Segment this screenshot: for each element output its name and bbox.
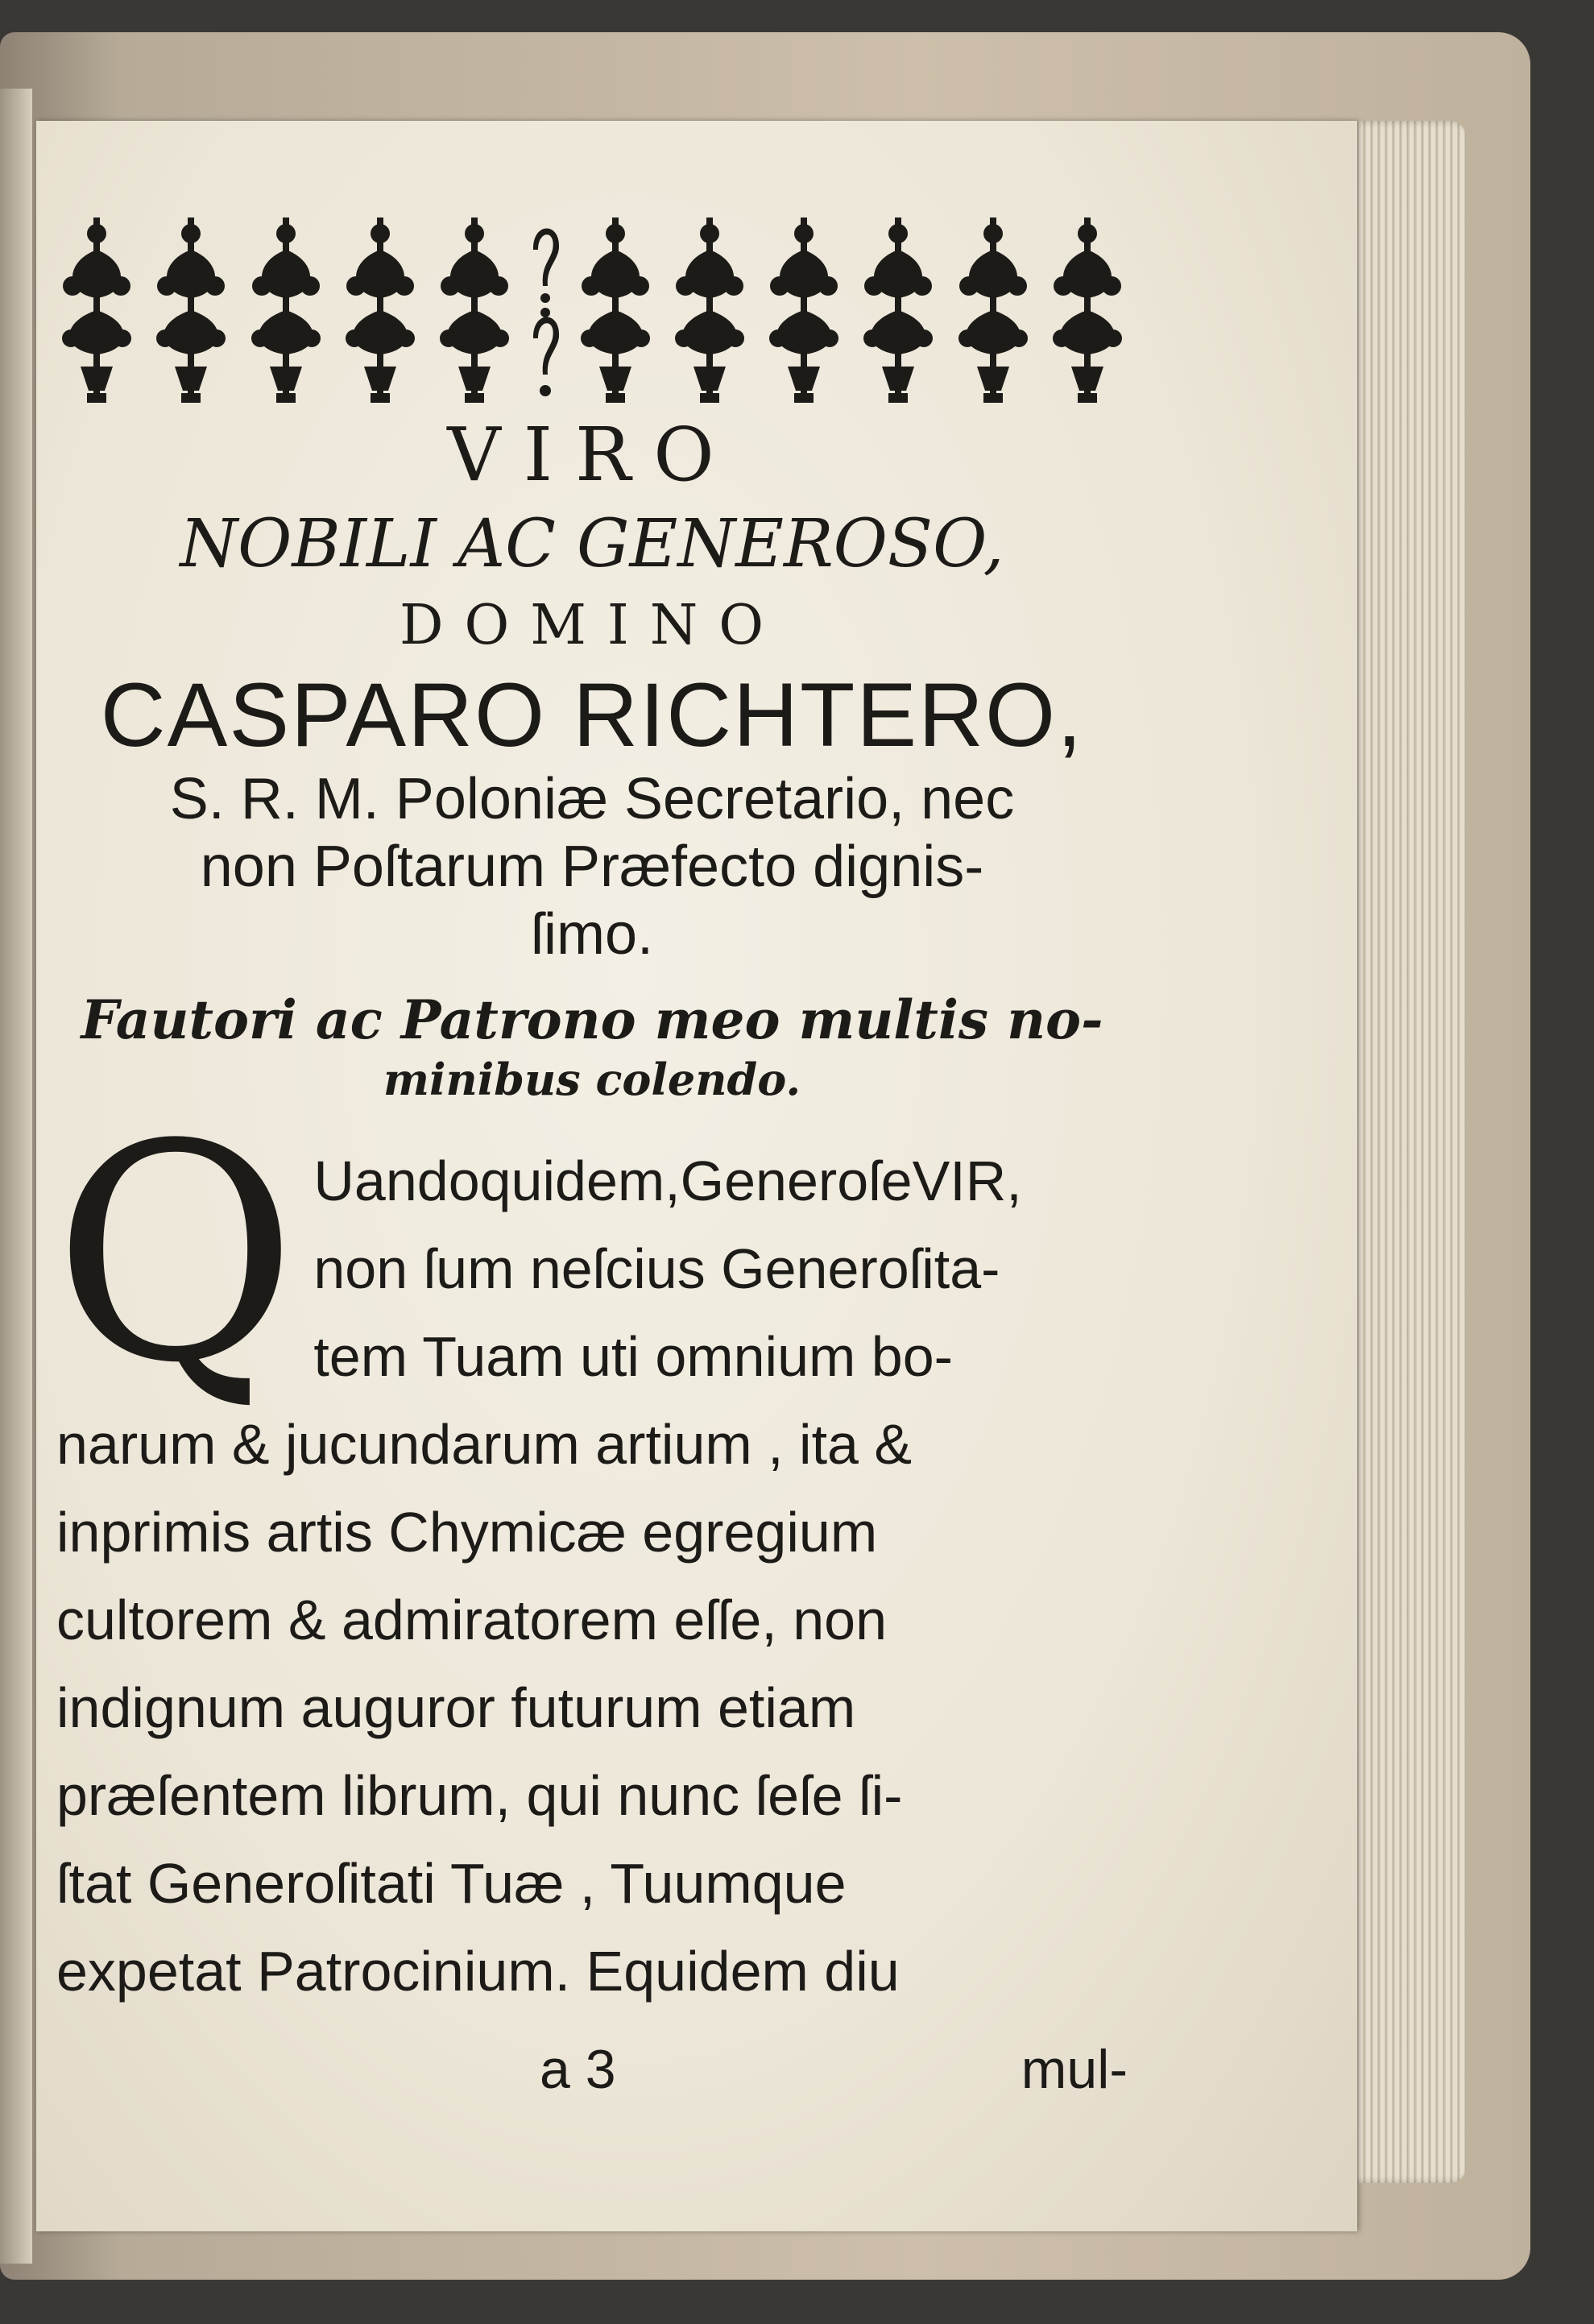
page-footer xyxy=(56,2038,1128,2101)
fleuron-ornament-icon xyxy=(858,217,938,403)
fleuron-ornament-icon xyxy=(669,217,750,403)
catchword: mul- xyxy=(1021,2039,1128,2100)
text-line: præſentem librum, qui nunc ſeſe ſi- xyxy=(56,1764,903,1827)
fleuron-ornament-icon xyxy=(340,217,420,403)
text-line: expetat Patrocinium. Equidem diu xyxy=(56,1940,900,2003)
text-line: ſtat Generoſitati Tuæ , Tuumque xyxy=(56,1852,847,1915)
heading-domino: DOMINO xyxy=(399,594,785,657)
fleuron-ornament-icon xyxy=(575,217,656,403)
text-line: indignum auguror futurum etiam xyxy=(56,1676,856,1739)
page-content xyxy=(53,217,1128,2101)
heading-title-line-3: ſimo. xyxy=(530,902,653,967)
drop-cap: Q xyxy=(53,1082,298,1428)
heading-title-line-1: S. R. M. Poloniæ Secretario, nec xyxy=(169,767,1015,831)
fleuron-ornament-icon xyxy=(56,217,137,403)
fleuron-ornament-icon xyxy=(764,217,844,403)
fleuron-ornament-icon xyxy=(434,217,515,403)
heading-nobili: NOBILI AC GENEROSO, xyxy=(180,506,1004,582)
fleuron-ornament-icon xyxy=(1047,217,1128,403)
text-line: Uandoquidem,GeneroſeVIR, xyxy=(313,1150,1022,1212)
text-line: tem Tuam uti omnium bo- xyxy=(313,1325,953,1388)
fleuron-ornament-icon xyxy=(151,217,231,403)
scroll-ornament-icon xyxy=(528,217,561,403)
text-line: narum & jucundarum artium , ita & xyxy=(56,1413,913,1476)
dedication-line-1: Fautori ac Patrono meo multis no- xyxy=(81,988,1103,1051)
dedication-line-2: minibus colendo. xyxy=(383,1054,801,1105)
heading-title-line-2: non Poſtarum Præfecto dignis- xyxy=(200,835,984,899)
fleuron-ornament-icon xyxy=(246,217,326,403)
printers-ornament-band xyxy=(56,217,1128,403)
text-line: inprimis artis Chymicæ egregium xyxy=(56,1501,878,1564)
text-line: non ſum neſcius Generoſita- xyxy=(313,1237,1000,1300)
heading-viro: VIRO xyxy=(447,412,737,498)
signature-mark: a 3 xyxy=(540,2039,616,2100)
text-line: cultorem & admiratorem eſſe, non xyxy=(56,1589,887,1651)
heading-name: CASPARO RICHTERO, xyxy=(100,665,1084,765)
fleuron-ornament-icon xyxy=(953,217,1033,403)
previous-page-edge xyxy=(0,89,32,2264)
body-text xyxy=(53,1082,1128,2015)
